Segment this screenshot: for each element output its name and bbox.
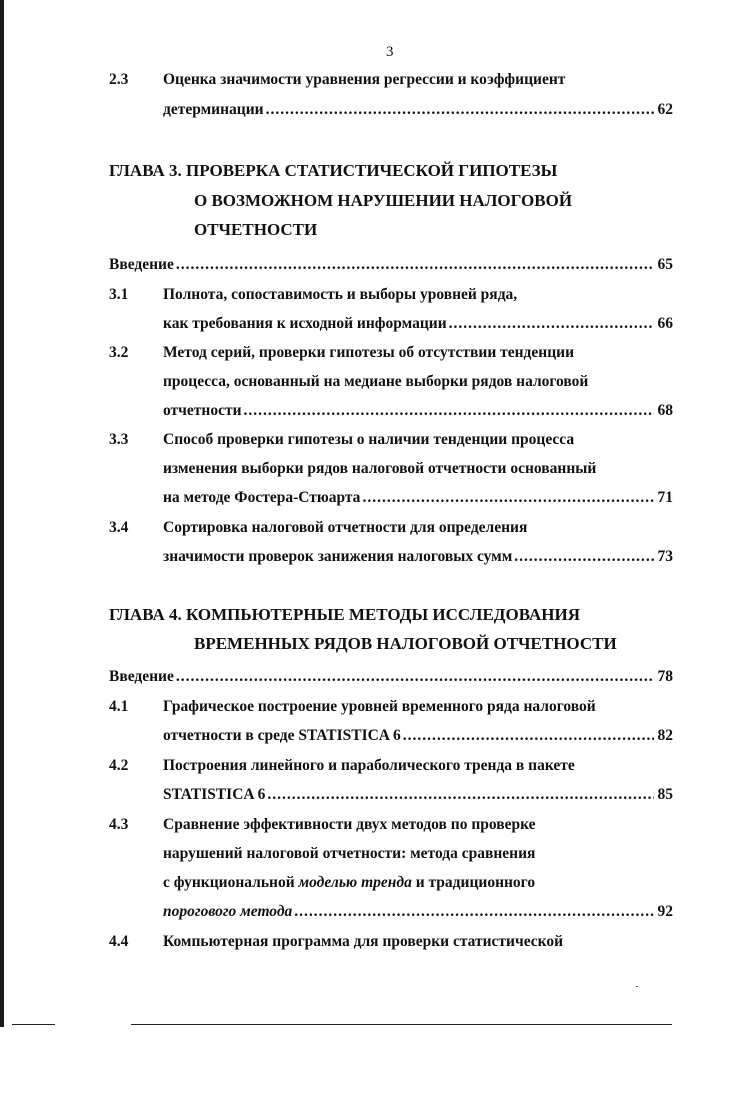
toc-page-number: 82 — [657, 727, 673, 744]
toc-page-number: 85 — [657, 786, 673, 803]
toc-entry-leader — [109, 255, 673, 275]
toc-entry-text: порогового метода — [163, 903, 293, 920]
toc-entry-text: Способ проверки гипотезы о наличии тенденции процесса — [163, 431, 575, 448]
toc-page-number: 65 — [657, 256, 673, 273]
toc-entry-text: Сравнение эффективности двух методов по проверке — [163, 816, 536, 833]
toc-page-number: 68 — [657, 402, 673, 419]
toc-entry-text: Метод серий, проверки гипотезы об отсутствии тенденции — [163, 344, 574, 361]
scan-rule — [12, 1024, 55, 1025]
dot-leader — [266, 100, 654, 120]
dot-leader — [514, 547, 653, 567]
scan-edge — [0, 0, 4, 1027]
toc-entry-text: на методе Фостера-Стюарта — [163, 489, 361, 506]
toc-entry-leader — [163, 547, 673, 567]
toc-entry-number: 4.3 — [109, 816, 129, 833]
toc-entry-number: 3.3 — [109, 431, 129, 448]
toc-entry-text: Компьютерная программа для проверки статистической — [163, 933, 564, 950]
toc-entry-number: 3.2 — [109, 344, 129, 361]
toc-entry-number: 3.4 — [109, 519, 129, 536]
dot-leader — [403, 726, 654, 746]
toc-entry-text: Введение — [109, 668, 174, 685]
toc-text-part: и традиционного — [411, 874, 536, 891]
toc-entry-leader — [163, 401, 673, 421]
toc-entry-text: Полнота, сопоставимость и выборы уровней ряда, — [163, 286, 518, 303]
dot-leader — [244, 401, 654, 421]
dot-leader — [176, 667, 654, 687]
toc-entry-leader — [163, 488, 673, 508]
toc-entry-text — [163, 873, 535, 893]
toc-entry-number: 4.4 — [109, 933, 129, 950]
toc-entry-leader — [163, 314, 673, 334]
dot-leader — [267, 785, 653, 805]
toc-entry-text: как требования к исходной информации — [163, 315, 447, 332]
toc-entry-text: отчетности в среде STATISTICA 6 — [163, 727, 401, 744]
toc-page-number: 71 — [657, 489, 673, 506]
toc-page-number: 92 — [657, 903, 673, 920]
toc-entry-text: изменения выборки рядов налоговой отчетности основанный — [163, 460, 597, 477]
chapter-heading: ОТЧЕТНОСТИ — [194, 220, 318, 239]
toc-entry-text: детерминации — [163, 101, 264, 118]
dot-leader — [362, 488, 653, 508]
toc-entry-text: Оценка значимости уравнения регрессии и коэффициент — [163, 71, 566, 88]
toc-entry-text: процесса, основанный на медиане выборки рядов налоговой — [163, 373, 589, 390]
toc-entry-number: 4.2 — [109, 757, 129, 774]
chapter-heading: ГЛАВА 3. ПРОВЕРКА СТАТИСТИЧЕСКОЙ ГИПОТЕЗЫ — [109, 161, 558, 180]
toc-text-part: с функциональной — [163, 874, 299, 891]
toc-entry-text: Введение — [109, 256, 174, 273]
toc-entry-text: отчетности — [163, 402, 242, 419]
toc-entry-number: 2.3 — [109, 71, 129, 88]
toc-page-number: 62 — [657, 101, 673, 118]
chapter-heading: ВРЕМЕННЫХ РЯДОВ НАЛОГОВОЙ ОТЧЕТНОСТИ — [194, 634, 617, 653]
toc-entry-leader — [163, 902, 673, 922]
dot-leader — [294, 902, 653, 922]
toc-entry-number: 4.1 — [109, 698, 129, 715]
scan-speck — [636, 986, 638, 987]
toc-page-number: 66 — [657, 315, 673, 332]
toc-entry-text: STATISTICA 6 — [163, 786, 266, 803]
dot-leader — [176, 255, 654, 275]
toc-entry-number: 3.1 — [109, 286, 129, 303]
toc-entry-text: Построения линейного и параболического тренда в пакете — [163, 757, 575, 774]
toc-text-italic: моделью тренда — [298, 874, 412, 891]
chapter-heading: О ВОЗМОЖНОМ НАРУШЕНИИ НАЛОГОВОЙ — [194, 191, 573, 210]
page-number: 3 — [386, 44, 394, 60]
toc-entry-leader — [109, 667, 673, 687]
toc-entry-text: Сортировка налоговой отчетности для определения — [163, 519, 528, 536]
toc-entry-leader — [163, 785, 673, 805]
dot-leader — [449, 314, 654, 334]
toc-entry-text: значимости проверок занижения налоговых сумм — [163, 548, 513, 565]
toc-entry-leader — [163, 100, 673, 120]
toc-entry-text: нарушений налоговой отчетности: метода сравнения — [163, 845, 536, 862]
toc-page-number: 73 — [657, 548, 673, 565]
scan-rule — [131, 1024, 672, 1025]
chapter-heading: ГЛАВА 4. КОМПЬЮТЕРНЫЕ МЕТОДЫ ИССЛЕДОВАНИЯ — [109, 605, 580, 624]
toc-entry-text: Графическое построение уровней временного ряда налоговой — [163, 698, 596, 715]
toc-entry-leader — [163, 726, 673, 746]
toc-page-number: 78 — [657, 668, 673, 685]
